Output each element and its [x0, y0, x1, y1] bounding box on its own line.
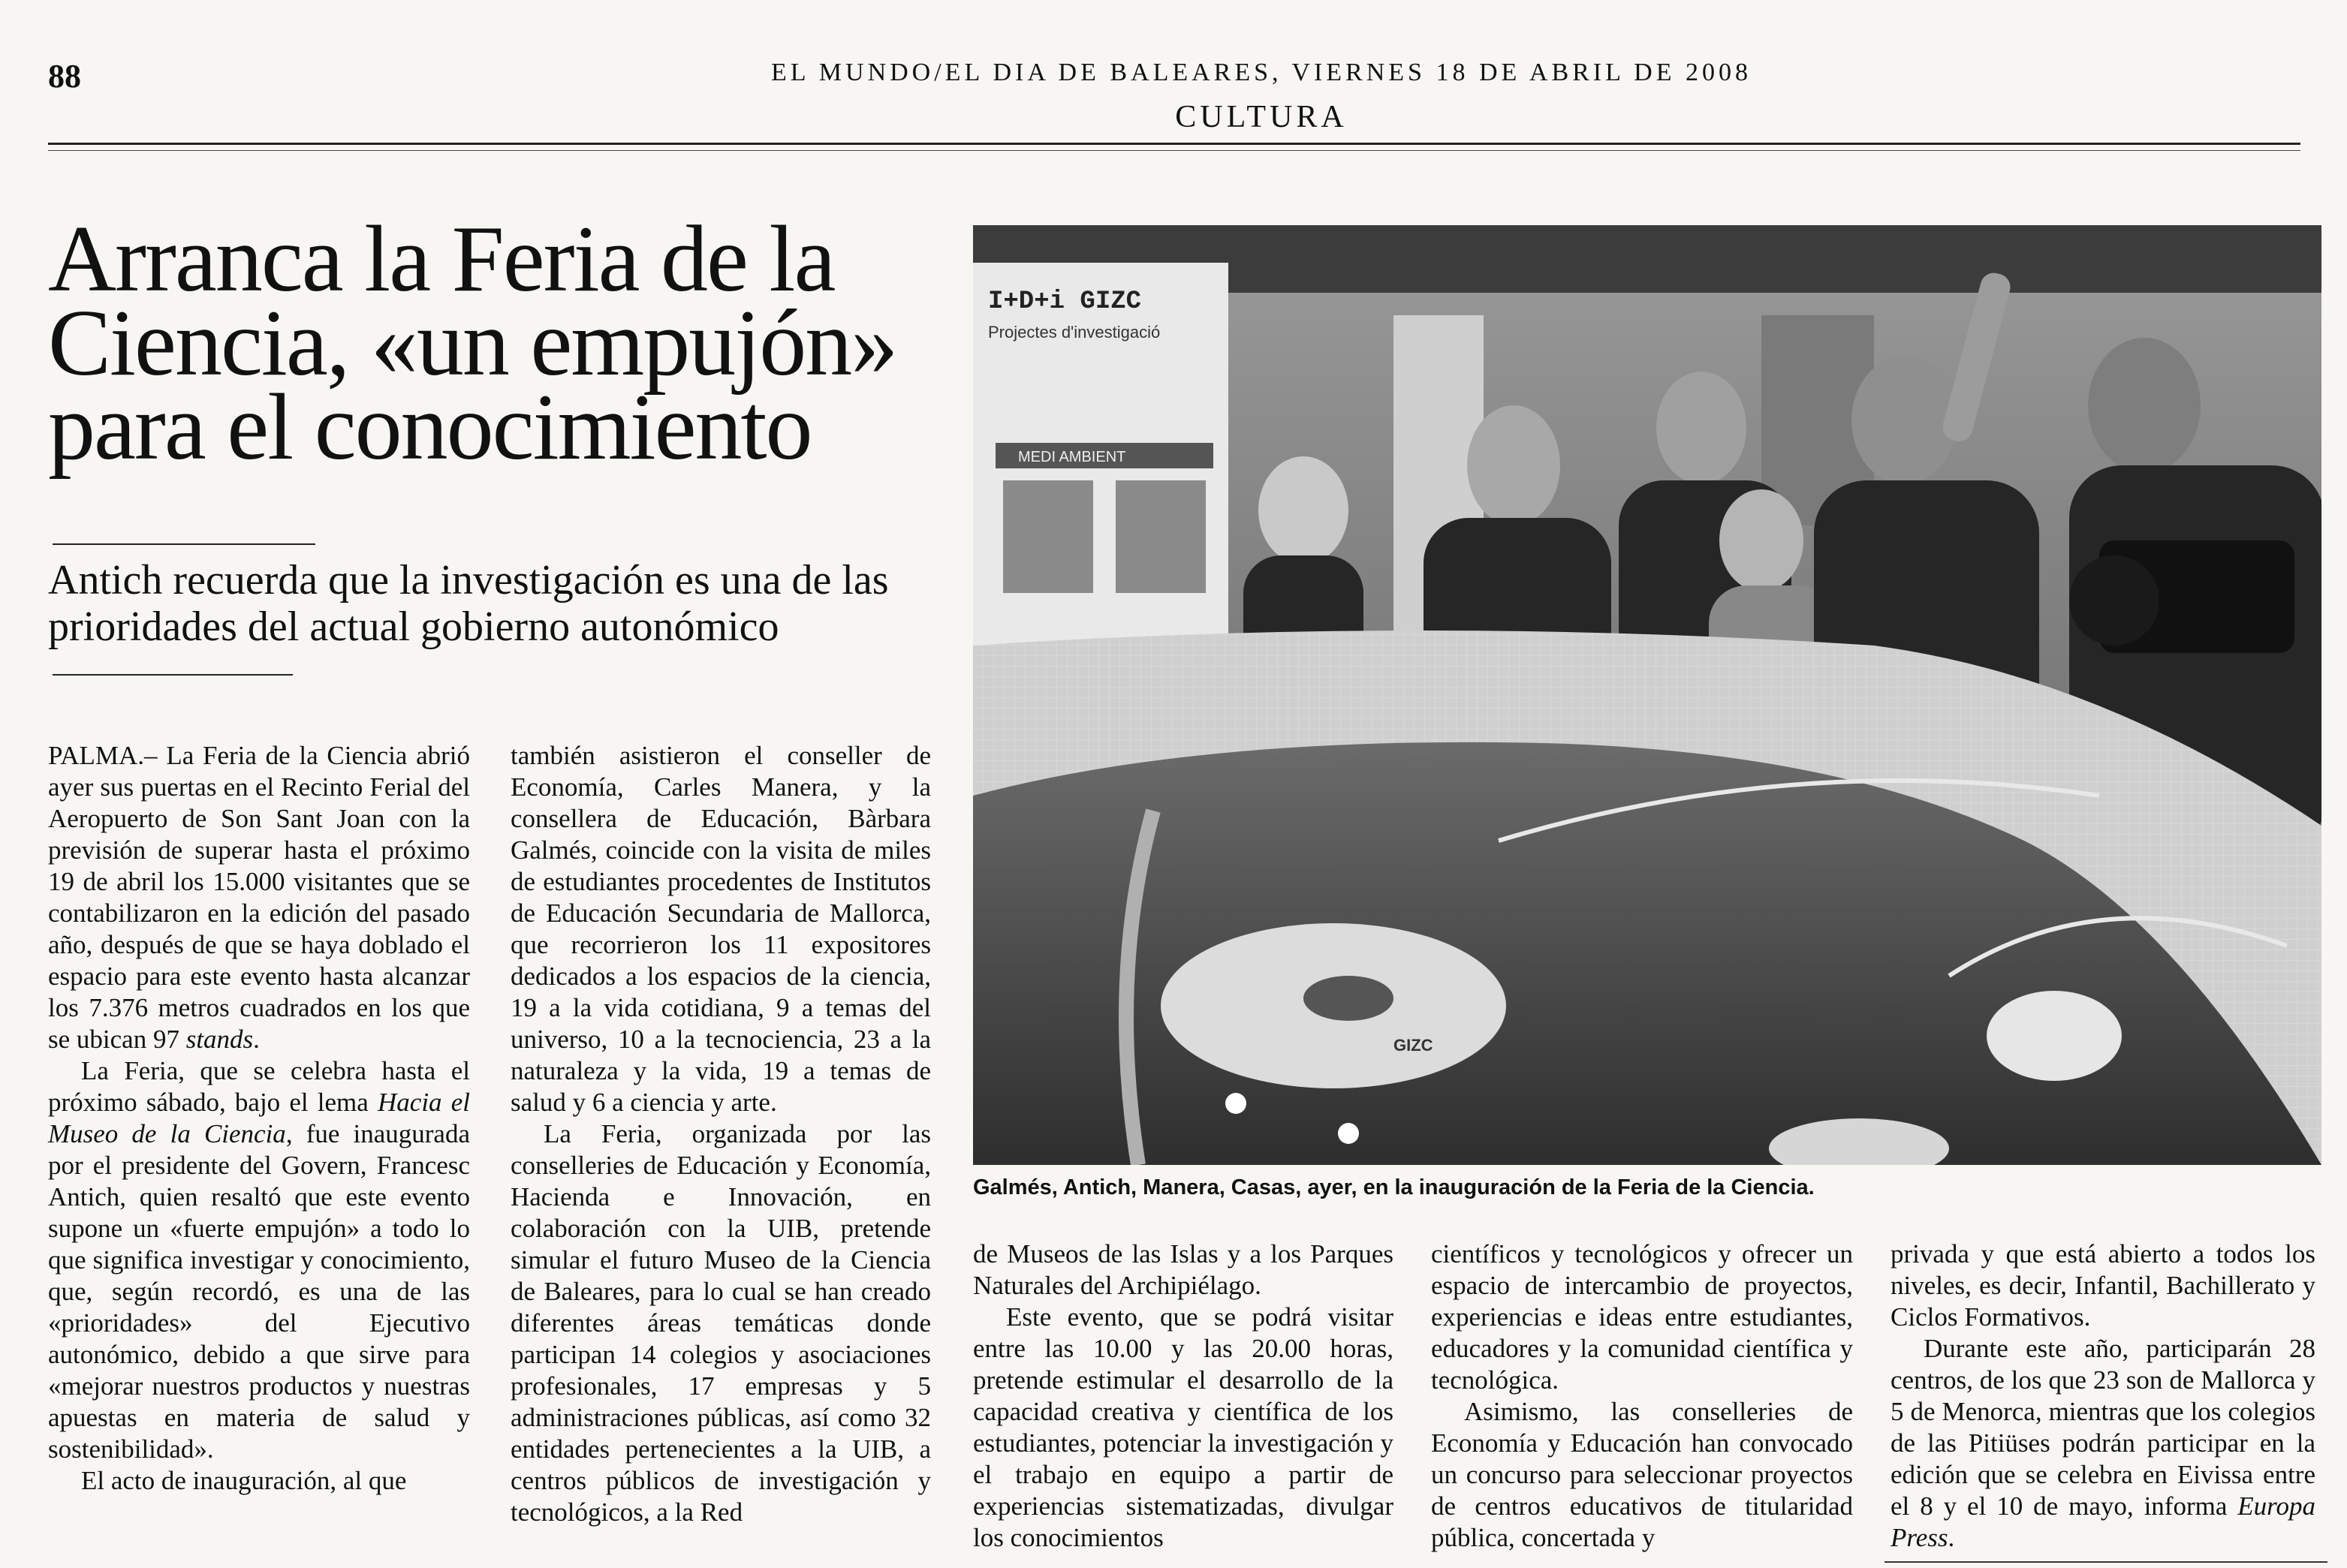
- column-2: [511, 740, 931, 1528]
- dateline: PALMA.–: [48, 741, 158, 770]
- emphasis: stands: [185, 1025, 254, 1054]
- header-rule-thin: [48, 150, 2300, 151]
- news-photo: [973, 225, 2321, 1165]
- text-run: , fue inaugurada por el presidente del Govern, Francesc Antich, quien resaltó que este evento supone un «fuerte empujón» a todo lo que significa investigar y conocimiento, que, según recordó, es una de las «prioridades» del Ejecutivo autonómico, debido a que sirve para «mejorar nuestros productos y nuestras apuestas en materia de salud y sostenibilidad».: [48, 1119, 470, 1464]
- masthead: EL MUNDO/EL DIA DE BALEARES, VIERNES 18 DE ABRIL DE 2008: [771, 59, 1752, 86]
- page-number: 88: [48, 58, 81, 95]
- column-1: [48, 740, 470, 1497]
- headline-divider: [53, 543, 315, 545]
- text-run: La Feria de la Ciencia abrió ayer sus puertas en el Recinto Ferial del Aeropuerto de Son Sant Joan con la previsión de superar hasta el próximo 19 de abril los 15.000 visitantes que se contabilizaron en la edición del pasado año, después de que se haya doblado el espacio para este evento hasta alcanzar los 7.376 metros cuadrados en los que se ubican 97: [48, 741, 470, 1054]
- subheadline: Antich recuerda que la investigación es una de las prioridades del actual gobierno autonómico: [48, 557, 889, 650]
- paragraph: científicos y tecnológicos y ofrecer un espacio de intercambio de proyectos, experiencias e ideas entre estudiantes, educadores y la comunidad científica y tecnológica.: [1431, 1239, 1853, 1395]
- section-title: CULTURA: [1175, 100, 1348, 134]
- robot-label: GIZC: [1393, 1036, 1433, 1055]
- paragraph: El acto de inauguración, al que: [81, 1466, 407, 1495]
- column-3: [973, 1238, 1393, 1554]
- poster-band: MEDI AMBIENT: [1018, 449, 1126, 465]
- paragraph: Asimismo, las conselleries de Economía y Educación han convocado un concurso para seleccionar proyectos de centros educativos de titularidad pública, concertada y: [1431, 1397, 1853, 1552]
- column-5: [1891, 1238, 2315, 1554]
- subheadline-divider: [53, 674, 293, 676]
- text-run: La Feria, que se celebra hasta el próximo sábado, bajo el lema: [48, 1056, 470, 1117]
- photo-illustration: [973, 225, 2321, 1165]
- paragraph: La Feria, organizada por las conselleries de Educación y Economía, Hacienda e Innovación, en colaboración con la UIB, pretende simular el futuro Museo de la Ciencia de Baleares, para lo cual se han creado diferentes áreas temáticas donde participan 14 colegios y asociaciones profesionales, 17 empresas y 5 administraciones públicas, así como 32 entidades pertenecientes a la UIB, a centros públicos de investigación y tecnológicos, a la Red: [511, 1119, 931, 1527]
- paragraph: Este evento, que se podrá visitar entre las 10.00 y las 20.00 horas, pretende estimular el desarrollo de la capacidad creativa y científica de los estudiantes, potenciar la investigación y el trabajo en equipo a partir de experiencias sistematizadas, divulgar los conocimientos: [973, 1302, 1393, 1552]
- paragraph: de Museos de las Islas y a los Parques Naturales del Archipiélago.: [973, 1239, 1393, 1300]
- column-4: [1431, 1238, 1853, 1554]
- paragraph: [48, 1055, 470, 1465]
- paragraph: [1891, 1333, 2315, 1554]
- emphasis: Hacia el Museo de la Ciencia: [48, 1088, 470, 1148]
- photo-caption: Galmés, Antich, Manera, Casas, ayer, en la inauguración de la Feria de la Ciencia.: [973, 1175, 1815, 1199]
- paragraph: [48, 740, 470, 1055]
- headline: Arranca la Feria de la Ciencia, «un empujón» para el conocimiento: [48, 207, 897, 480]
- text-run: .: [1948, 1523, 1955, 1552]
- text-run: .: [253, 1025, 260, 1054]
- paragraph: privada y que está abierto a todos los niveles, es decir, Infantil, Bachillerato y Ciclos Formativos.: [1891, 1239, 2315, 1332]
- poster-title: I+D+i GIZC: [988, 287, 1142, 316]
- paragraph: también asistieron el conseller de Economía, Carles Manera, y la consellera de Educación, Bàrbara Galmés, coincide con la visita de miles de estudiantes procedentes de Institutos de Educación Secundaria de Mallorca, que recorrieron los 11 expositores dedicados a los espacios de la ciencia, 19 a la vida cotidiana, 9 a temas del universo, 10 a la tecnociencia, 23 a la naturaleza y la vida, 19 a temas de salud y 6 a ciencia y arte.: [511, 741, 931, 1117]
- text-run: Durante este año, participarán 28 centros, de los que 23 son de Mallorca y 5 de Menorca, mientras que los colegios de las Pitiüses podrán participar en la edición que se celebra en Eivissa entre el 8 y el 10 de mayo, informa: [1891, 1334, 2315, 1521]
- emphasis: Europa Press: [1891, 1491, 2315, 1552]
- poster-subtitle: Projectes d'investigació: [988, 323, 1161, 342]
- header-rule: [48, 143, 2300, 145]
- footer-rule: [1885, 1561, 2327, 1563]
